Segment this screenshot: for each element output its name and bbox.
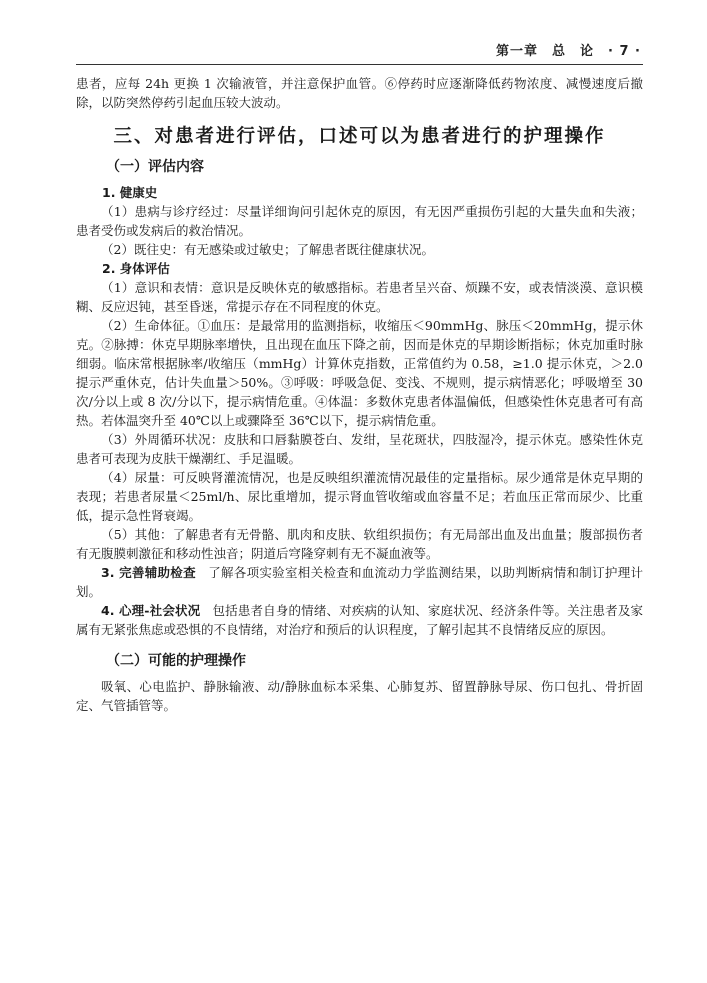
paragraph: （4）尿量：可反映肾灌流情况，也是反映组织灌流情况最佳的定量指标。尿少通常是休克早期的表现；若患者尿量＜25ml/h、尿比重增加，提示肾血管收缩或血容量不足；若血压正常而尿少、比重低，提示急性肾衰竭。 <box>76 470 643 523</box>
header-rule <box>76 64 643 65</box>
paragraph-psychosocial <box>76 601 643 639</box>
paragraph: （2）生命体征。①血压：是最常用的监测指标，收缩压＜90mmHg、脉压＜20mmHg，提示休克。②脉搏：休克早期脉率增快，且出现在血压下降之前，因而是休克的早期诊断指标；休克加重时脉细弱。临床常根据脉率/收缩压（mmHg）计算休克指数，正常值约为 0.58，≥1.0 提示休克，＞2.0 提示严重休克，估计失血量＞50%。③呼吸：呼吸急促、变浅、不规则，提示病情恶化；呼吸增至 30 次/分以上或 8 次/分以下，提示病情危重。④体温：多数休克患者体温偏低，但感染性休克患者可有高热。若体温突升至 40℃以上或骤降至 36℃以下，提示病情危重。 <box>76 318 643 428</box>
page-content <box>76 74 643 715</box>
paragraph: （2）既往史：有无感染或过敏史；了解患者既往健康状况。 <box>101 242 434 257</box>
item-title-auxiliary-exams: 3. 完善辅助检查 <box>101 565 196 580</box>
paragraph-nursing-ops: 吸氧、心电监护、静脉输液、动/静脉血标本采集、心肺复苏、留置静脉导尿、伤口包扎、骨折固定、气管插管等。 <box>76 679 643 713</box>
psychosocial-text: 包括患者自身的情绪、对疾病的认知、家庭状况、经济条件等。关注患者及家属有无紧张焦虑或恐惧的不良情绪，对治疗和预后的认识程度，了解引起其不良情绪反应的原因。 <box>76 603 643 637</box>
section-title: 三、对患者进行评估，口述可以为患者进行的护理操作 <box>113 126 606 147</box>
subsection-title-assessment: （一）评估内容 <box>106 159 204 175</box>
item-title-health-history: 1. 健康史 <box>102 185 158 200</box>
auxiliary-exams-text: 了解各项实验室相关检查和血流动力学监测结果，以助判断病情和制订护理计划。 <box>76 565 643 599</box>
paragraph: （5）其他：了解患者有无骨骼、肌肉和皮肤、软组织损伤；有无局部出血及出血量；腹部损伤者有无腹膜刺激征和移动性浊音；阴道后穹隆穿刺有无不凝血液等。 <box>76 527 643 561</box>
item-title-physical-assessment: 2. 身体评估 <box>102 261 170 276</box>
item-title-psychosocial: 4. 心理-社会状况 <box>101 603 201 618</box>
paragraph: （3）外周循环状况：皮肤和口唇黏膜苍白、发绀，呈花斑状，四肢湿冷，提示休克。感染性休克患者可表现为皮肤干燥潮红、手足温暖。 <box>76 432 643 466</box>
paragraph: （1）意识和表情：意识是反映休克的敏感指标。若患者呈兴奋、烦躁不安，或表情淡漠、意识模糊、反应迟钝，甚至昏迷，常提示存在不同程度的休克。 <box>76 280 643 314</box>
intro-paragraph: 患者，应每 24h 更换 1 次输液管，并注意保护血管。⑥停药时应逐渐降低药物浓度、减慢速度后撤除，以防突然停药引起血压较大波动。 <box>76 76 643 110</box>
paragraph-auxiliary-exams <box>76 563 643 601</box>
running-head: 第一章 总 论 · 7 · <box>496 44 641 59</box>
paragraph: （1）患病与诊疗经过：尽量详细询问引起休克的原因，有无因严重损伤引起的大量失血和失液；患者受伤或发病后的救治情况。 <box>76 204 643 238</box>
subsection-title-nursing-ops: （二）可能的护理操作 <box>106 653 246 669</box>
